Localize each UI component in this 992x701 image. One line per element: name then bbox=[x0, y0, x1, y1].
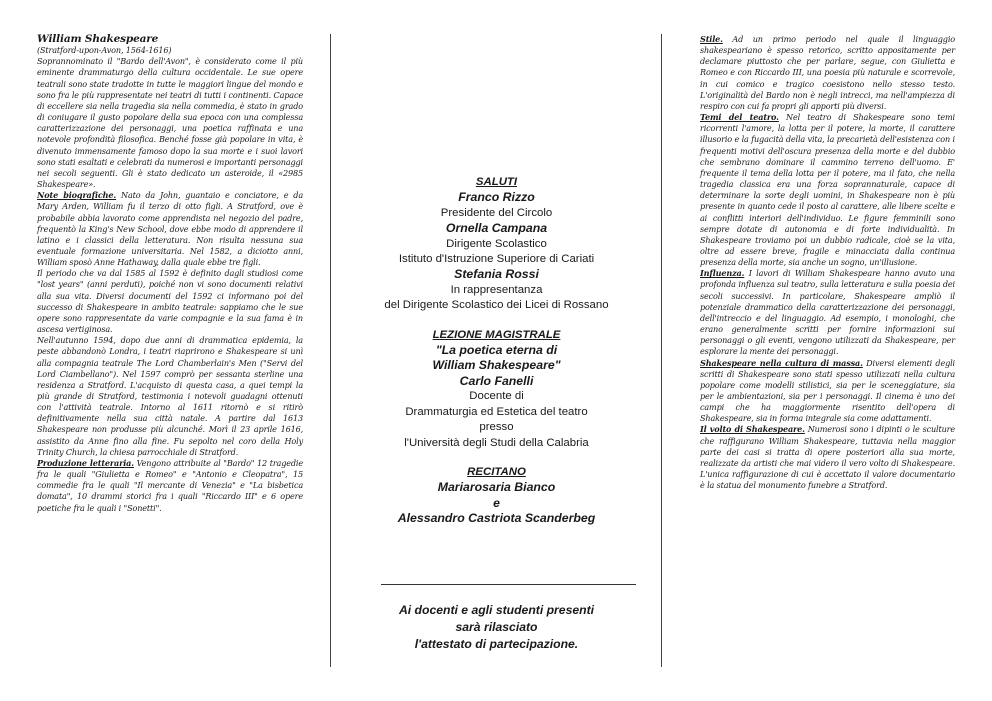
speaker-name-2: Ornella Campana bbox=[445, 221, 548, 236]
biography-column bbox=[37, 34, 303, 514]
speaker-role-3a: In rappresentanza bbox=[450, 283, 543, 296]
portrait-text: Numerosi sono i dipinti o le sculture che raffigurano William Shakespeare, tuttavia nella maggior parte dei casi si tratta di opere posteriori alla sua morte, realizzate da artisti che mai videro il vero volto di Shakespeare. L'unica raffigurazione di cui è accettato il valore documentario è la statua del monumento funebre a Stratford. bbox=[700, 424, 955, 491]
footer-divider bbox=[381, 584, 636, 585]
speaker-role-2a: Dirigente Scolastico bbox=[446, 237, 547, 250]
portrait-heading: Il volto di Shakespeare. bbox=[700, 424, 805, 435]
mass-culture-heading: Shakespeare nella cultura di massa. bbox=[700, 357, 863, 368]
bio-title: William Shakespeare bbox=[37, 33, 159, 45]
themes-paragraph bbox=[700, 112, 955, 268]
column-divider-right bbox=[661, 34, 662, 667]
influence-paragraph bbox=[700, 268, 955, 357]
performer-name-2: Alessandro Castriota Scanderbeg bbox=[397, 511, 596, 526]
influence-text: I lavori di William Shakespeare hanno avuto una profonda influenza sul teatro, sulla letteratura e sulla poesia dei secoli successivi. In particolare, Shakespeare ampliò il potenziale drammatico della caratterizzazione dei personaggi, dell'intreccio e del linguaggio. Ad esempio, i monologhi, che erano generalmente scritti per fornire informazioni sui personaggi o gli eventi, vengono utilizzati da Shakespeare, per esplorare la mente dei personaggi. bbox=[700, 268, 955, 357]
performer-name-1: Mariarosaria Bianco bbox=[437, 480, 556, 495]
spacer bbox=[341, 451, 652, 465]
lecturer-role-2: Drammaturgia ed Estetica del teatro bbox=[405, 405, 588, 418]
style-text: Ad un primo periodo nel quale il linguaggio shakespeariano è spesso retorico, scritto appositamente per declamare piuttosto che per parlare, segue, con Giulietta e Romeo e con Riccardo III, una poesia più naturale e scorrevole, in cui comico e tragico coesistono nello stesso testo. L'originalità del Bardo non è negli intrecci, ma nell'ampiezza di respiro con cui fa propri gli apporti più diversi. bbox=[700, 34, 955, 111]
speaker-name-3: Stefania Rossi bbox=[454, 267, 539, 282]
production-heading: Produzione letteraria. bbox=[37, 457, 134, 468]
portrait-paragraph bbox=[700, 424, 955, 491]
bio-intro: Soprannominato il "Bardo dell'Avon", è considerato come il più eminente drammaturgo della cultura occidentale. Le sue opere teatrali sono state tradotte in tutte le maggiori lingue del mondo e sono fra le più rappresentate nei teatri di tutti i continenti. Capace di eccellere sia nella tragedia sia nella commedia, è stato in grado di coniugare il gusto popolare della sua epoca con una complessa caratterizzazione dei personaggi, una poetica raffinata e una notevole profondità filosofica. Benché fosse già popolare in vita, è divenuto immensamente famoso dopo la sua morte e i suoi lavori sono stati esaltati e celebrati da numerosi e importanti personaggi nei secoli seguenti. Gli è stato dedicato un asteroide, il «2985 Shakespeare». bbox=[37, 56, 303, 190]
bio-notes-text: Nato da John, guantaio e conciatore, e da Mary Arden, William fu il terzo di otto figli. A Stratford, ove è probabile abbia lavorato come apprendista nel negozio del padre, frequentò la King's New School, dove ebbe modo di apprendere il latino e i classici della letteratura. Non risulta nessuna sua eventuale formazione universitaria. Nel 1582, a diciotto anni, William sposò Anne Hathaway, dalla quale ebbe tre figli. bbox=[37, 190, 303, 268]
spacer bbox=[341, 314, 652, 328]
certificate-line-1: Ai docenti e agli studenti presenti bbox=[398, 603, 595, 617]
certificate-line-3: l'attestato di partecipazione. bbox=[414, 637, 579, 651]
lecturer-role-1: Docente di bbox=[469, 390, 524, 403]
themes-heading: Temi del teatro. bbox=[700, 112, 779, 123]
production-text: Vengono attribuite al "Bardo" 12 tragedie fra le quali "Giulietta e Romeo" e "Antonio e Cleopatra", 15 commedie fra le quali "Il mercante di Venezia" e "La bisbetica domata", 10 drammi storici fra i quali "Riccardo III" e 6 opere poetiche fra le quali i "Sonetti". bbox=[37, 457, 303, 513]
style-heading: Stile. bbox=[700, 34, 723, 44]
lecture-title-line2: William Shakespeare" bbox=[432, 358, 561, 373]
certificate-notice bbox=[341, 602, 652, 653]
themes-text: Nel teatro di Shakespeare sono temi ricorrenti l'amore, la lotta per il potere, la morte, il carattere illusorio e la fugacità della vita, la precarietà dell'esistenza con i frequenti motivi dell'oscura presenza della morte e del dubbio che sembrano dominare il cammino terreno dell'uomo. E' frequente il tema della lotta per il potere, ma il fato, che nella tragedia classica era una forza soprannaturale, capace di determinare la sorte degli uomini, in Shakespeare non è più presente in quanto cede il posto al carattere, alle libere scelte e ai conflitti interiori dell'individuo. Le figure femminili sono sempre dotate di autonomia e di forte individualità. In Shakespeare troviamo poi un dubbio radicale, cioè se la vita, oltre ad essere breve, fragile e minacciata dalla continua presenza della morte, sia anche un sogno, un'illusione. bbox=[700, 112, 955, 268]
program-column bbox=[341, 175, 652, 527]
speaker-role-3b: del Dirigente Scolastico dei Licei di Rossano bbox=[384, 299, 609, 312]
performers-heading: RECITANO bbox=[467, 465, 526, 478]
performer-conjunction: e bbox=[493, 495, 500, 510]
bio-later-life: Nell'autunno 1594, dopo due anni di drammatica epidemia, la peste abbandonò Londra, i teatri riaprirono e Shakespeare si unì alla compagnia teatrale The Lord Chamberlain's Men ("Servi del Lord Ciambellano"). Nel 1597 comprò per sessanta sterline una residenza a Stratford. L'acquisto di questa casa, a quei tempi la più grande di Stratford, testimonia i notevoli guadagni ottenuti con l'attività teatrale. Intorno al 1611 ritornò e si ritirò definitivamente nella sua città natale. A partire dal 1613 Shakespeare non produsse più alcunché. Morì il 23 aprile 1616, assistito da Anne fino alla fine. Fu sepolto nel coro della Holy Trinity Church, la chiesa parrocchiale di Stratford. bbox=[37, 335, 303, 457]
greetings-heading: SALUTI bbox=[475, 176, 518, 188]
lecturer-role-4: l'Università degli Studi della Calabria bbox=[404, 436, 589, 449]
style-paragraph bbox=[700, 34, 955, 112]
mass-culture-text: Diversi elementi degli scritti di Shakespeare sono stati spesso utilizzati nella cultura popolare come modelli stilistici, sia per le sceneggiature, sia per le ambientazioni, sia per i personaggi. Il cinema è uno dei campi che ha maggiormente risentito dell'opera di Shakespeare, sia in forma integrale sia come adattamenti. bbox=[700, 357, 955, 424]
certificate-line-2: sarà rilasciato bbox=[455, 620, 538, 634]
bio-lost-years: Il periodo che va dal 1585 al 1592 è definito dagli studiosi come "lost years" (anni perduti), poiché non vi sono documenti relativi alla sua vita. Diversi documenti del 1592 ci informano poi del successo di Shakespeare in ambito teatrale: sappiamo che le sue opere sono rappresentate da varie compagnie e la sua fama è in ascesa vertiginosa. bbox=[37, 268, 303, 335]
speaker-role-1: Presidente del Circolo bbox=[440, 206, 553, 219]
bio-production-paragraph bbox=[37, 458, 303, 514]
lecturer-name: Carlo Fanelli bbox=[459, 373, 534, 388]
bio-dates: (Stratford-upon-Avon, 1564-1616) bbox=[37, 45, 172, 56]
mass-culture-paragraph bbox=[700, 358, 955, 425]
lecture-title-line1: "La poetica eterna di bbox=[435, 343, 558, 358]
bio-notes-paragraph bbox=[37, 190, 303, 268]
column-divider-left bbox=[330, 34, 331, 667]
speaker-role-2b: Istituto d'Istruzione Superiore di Cariati bbox=[398, 253, 595, 266]
lecture-heading: LEZIONE MAGISTRALE bbox=[432, 328, 561, 341]
bio-notes-heading: Note biografiche. bbox=[37, 190, 117, 201]
speaker-name-1: Franco Rizzo bbox=[458, 190, 535, 205]
lecturer-role-3: presso bbox=[479, 421, 514, 434]
analysis-column bbox=[700, 34, 955, 491]
influence-heading: Influenza. bbox=[700, 268, 745, 279]
